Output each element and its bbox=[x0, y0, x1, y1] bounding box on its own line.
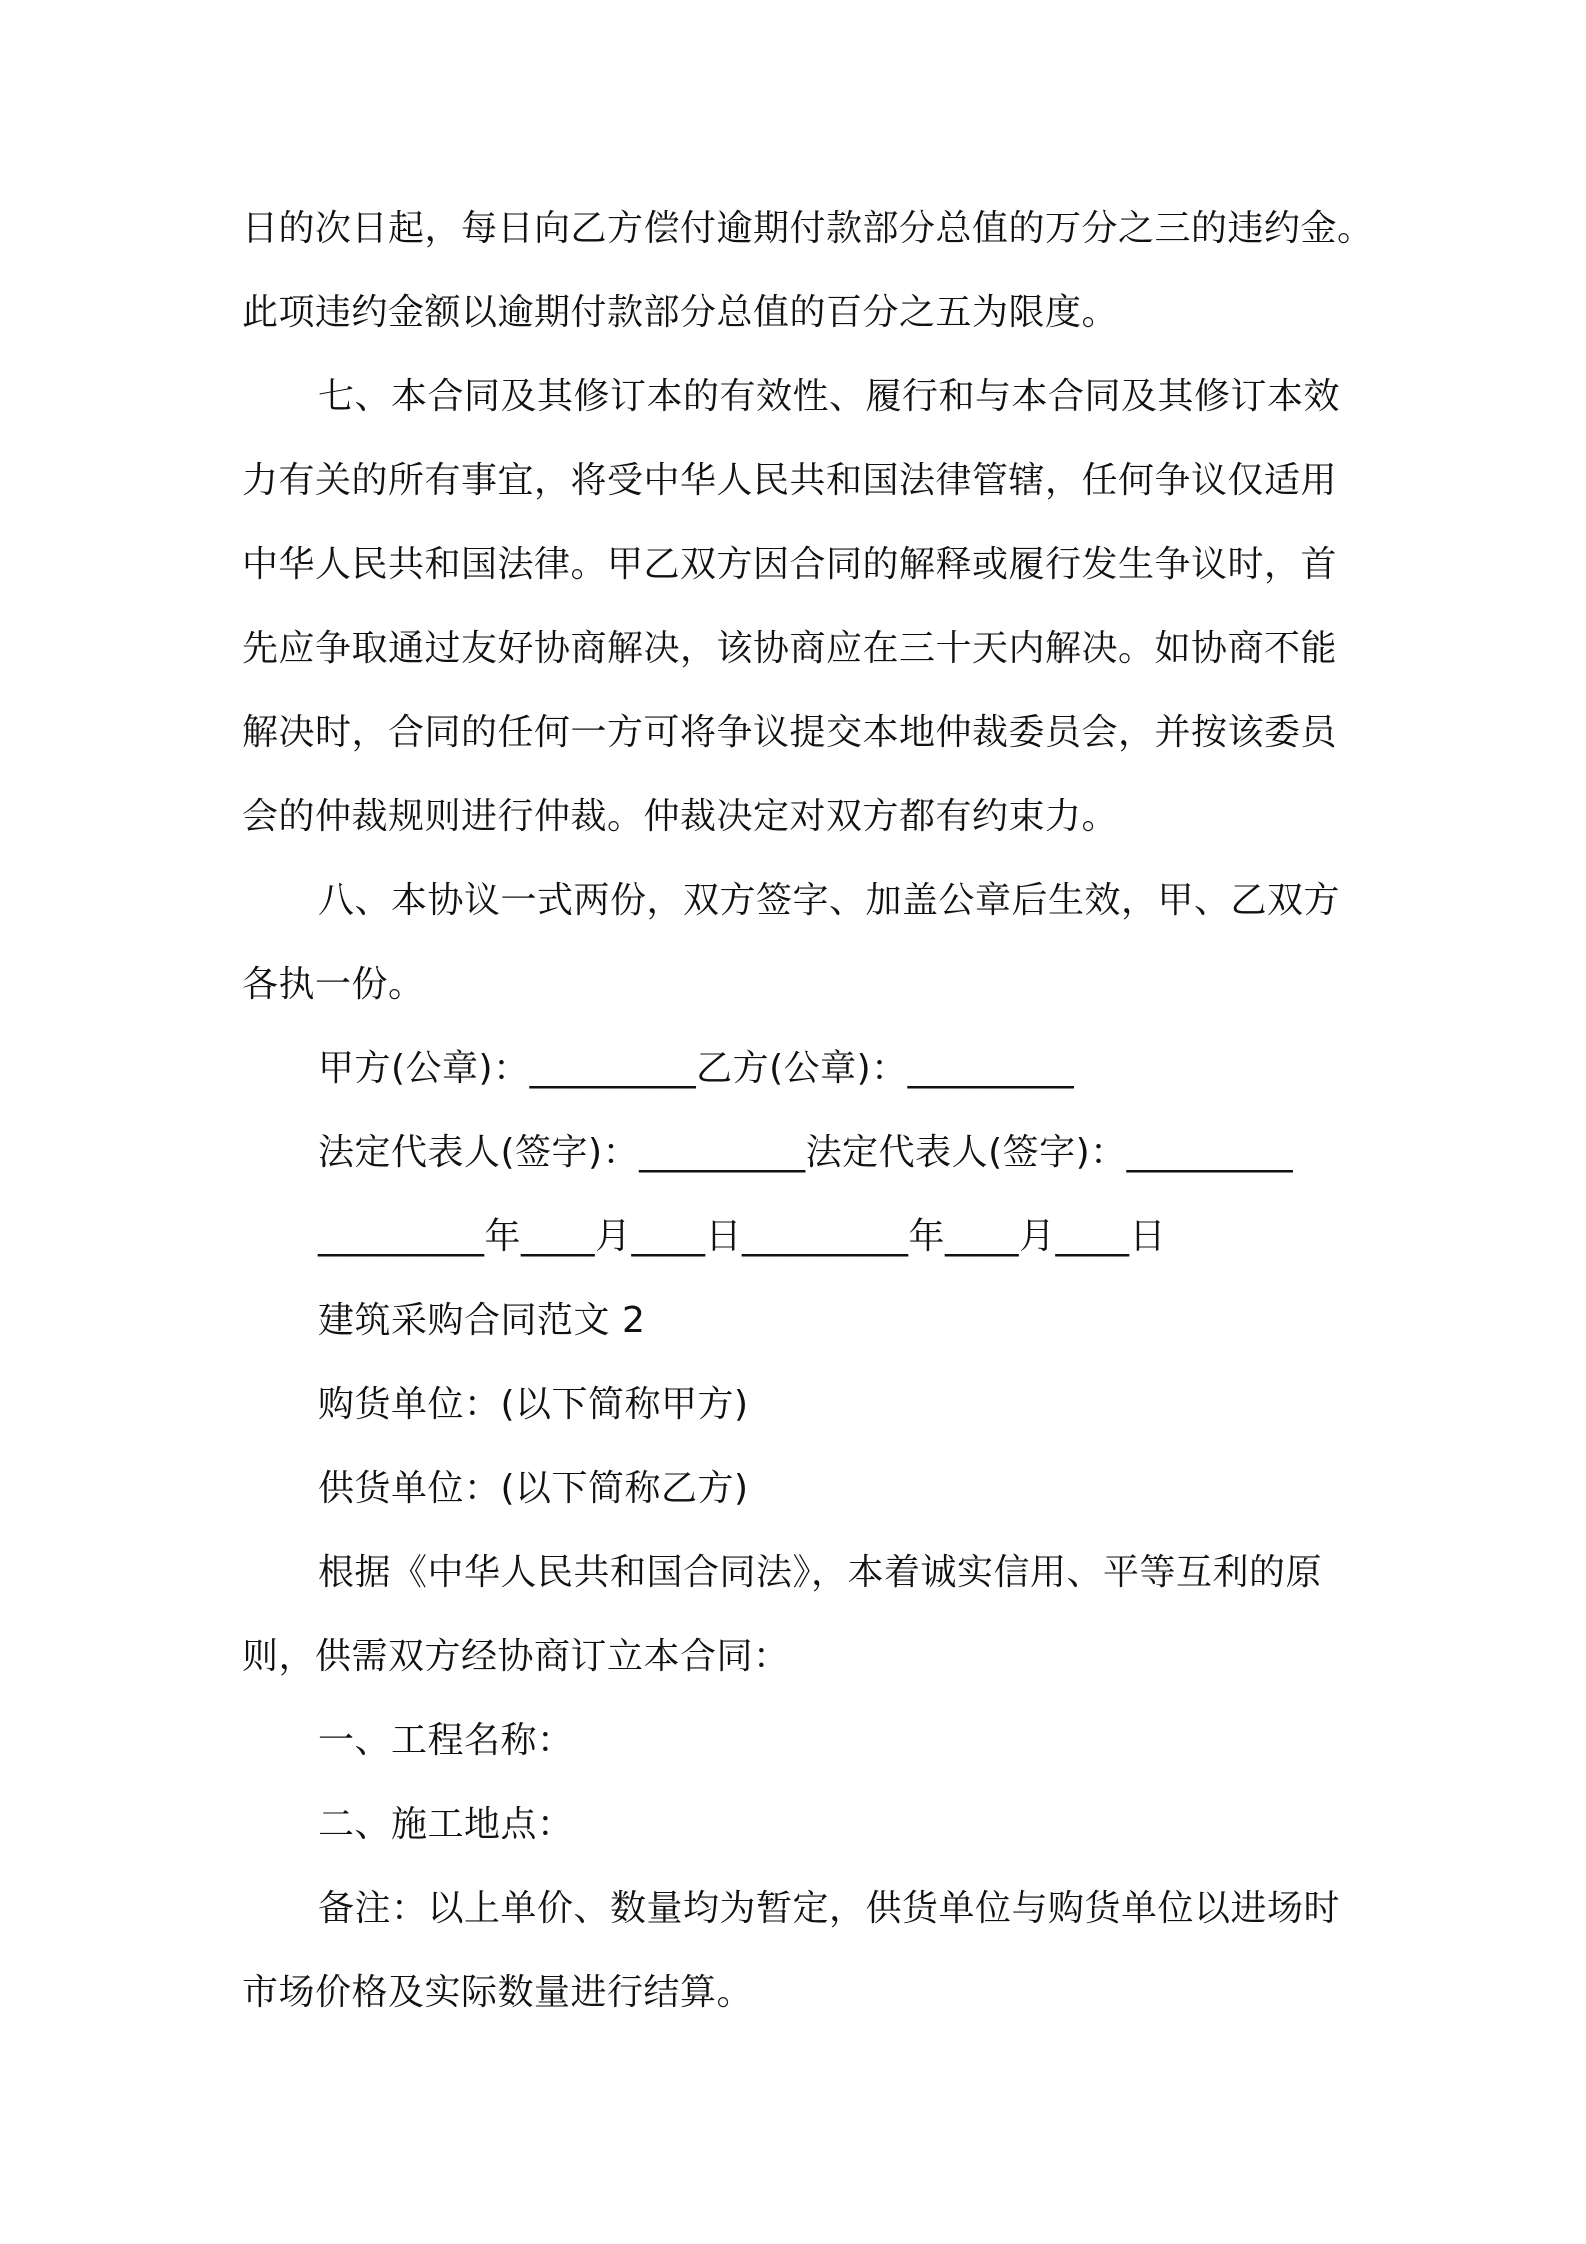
paragraph-eight-line-2: 各执一份。 bbox=[242, 964, 425, 1005]
project-name-line: 一、工程名称： bbox=[318, 1720, 574, 1761]
construction-site-line: 二、施工地点： bbox=[318, 1804, 574, 1845]
date-line: _________年____月____日_________年____月____日 bbox=[318, 1216, 1166, 1257]
remark-line-1: 备注：以上单价、数量均为暂定，供货单位与购货单位以进场时 bbox=[318, 1888, 1341, 1929]
signature-line: 法定代表人(签字)：_________法定代表人(签字)：_________ bbox=[318, 1132, 1294, 1173]
basis-line-2: 则，供需双方经协商订立本合同： bbox=[242, 1636, 790, 1677]
paragraph-seven-line-6: 会的仲裁规则进行仲裁。仲裁决定对双方都有约束力。 bbox=[242, 796, 1119, 837]
paragraph-seven-line-3: 中华人民共和国法律。甲乙双方因合同的解释或履行发生争议时，首 bbox=[242, 544, 1338, 585]
paragraph-seven-line-2: 力有关的所有事宜，将受中华人民共和国法律管辖，任何争议仅适用 bbox=[242, 460, 1338, 501]
buyer-line: 购货单位：(以下简称甲方) bbox=[318, 1384, 749, 1425]
supplier-line: 供货单位：(以下简称乙方) bbox=[318, 1468, 749, 1509]
text-line-1: 日的次日起，每日向乙方偿付逾期付款部分总值的万分之三的违约金。 bbox=[242, 208, 1374, 249]
paragraph-seven-line-1: 七、本合同及其修订本的有效性、履行和与本合同及其修订本效 bbox=[318, 376, 1341, 417]
text-line-2: 此项违约金额以逾期付款部分总值的百分之五为限度。 bbox=[242, 292, 1119, 333]
seal-line: 甲方(公章)：_________乙方(公章)：_________ bbox=[318, 1048, 1075, 1089]
paragraph-eight-line-1: 八、本协议一式两份，双方签字、加盖公章后生效，甲、乙双方 bbox=[318, 880, 1341, 921]
remark-line-2: 市场价格及实际数量进行结算。 bbox=[242, 1972, 754, 2013]
paragraph-seven-line-4: 先应争取通过友好协商解决，该协商应在三十天内解决。如协商不能 bbox=[242, 628, 1338, 669]
basis-line-1: 根据《中华人民共和国合同法》，本着诚实信用、平等互利的原 bbox=[318, 1552, 1323, 1593]
paragraph-seven-line-5: 解决时，合同的任何一方可将争议提交本地仲裁委员会，并按该委员 bbox=[242, 712, 1338, 753]
section-title: 建筑采购合同范文 2 bbox=[318, 1300, 646, 1341]
